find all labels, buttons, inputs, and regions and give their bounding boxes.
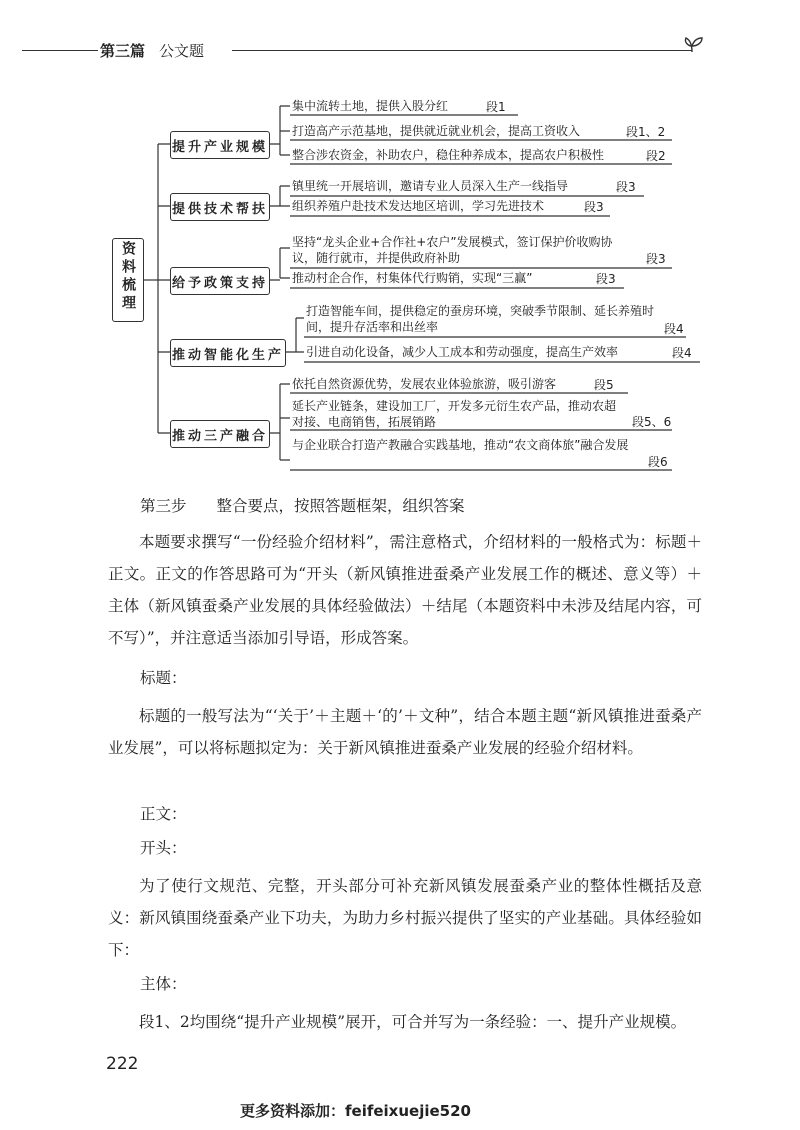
paragraph-title: 标题的一般写法为“‘关于’＋主题＋‘的’＋文种”，结合本题主题“新风镇推进蚕桑产业发展”，可以将标题拟定为：关于新风镇推进蚕桑产业发展的经验介绍材料。 (108, 707, 702, 757)
paragraph-subject: 段1、2均围绕“提升产业规模”展开，可合并写为一条经验：一、提升产业规模。 (139, 1013, 687, 1031)
label-opening: 开头： (140, 839, 187, 857)
step-label: 第三步 (140, 497, 187, 515)
mindmap-root-label: 资料梳理 (120, 241, 136, 313)
branch-label: 提升产业规模 (171, 139, 268, 155)
mindmap-item-seg: 段3 (596, 272, 616, 286)
mindmap-item: 坚持“龙头企业+合作社+农户”发展模式，签订保护价收购协议，随行就市，并提供政府补助 (292, 235, 613, 265)
mindmap-item-seg: 段5 (594, 378, 614, 392)
mindmap-item: 打造高产示范基地，提供就近就业机会，提高工资收入 (292, 124, 581, 138)
footer-note: 更多资料添加：feifeixuejie520 (240, 1102, 471, 1120)
mindmap-item-seg: 段3 (646, 252, 666, 266)
mindmap-item: 引进自动化设备，减少人工成本和劳动强度，提高生产效率 (306, 345, 619, 359)
mindmap-item: 推动村企合作，村集体代行购销，实现“三赢” (292, 271, 533, 285)
branch-box-smart-production (170, 339, 286, 367)
mindmap-item-seg: 段2 (646, 149, 666, 163)
label-main-text: 正文： (140, 805, 187, 823)
mindmap-root (112, 238, 144, 322)
mindmap-item-seg: 段6 (648, 455, 668, 469)
label-subject: 主体： (140, 975, 187, 993)
mindmap-item: 镇里统一开展培训，邀请专业人员深入生产一线指导 (292, 179, 569, 193)
branch-box-policy-support (170, 267, 270, 295)
mindmap-item-seg: 段4 (664, 322, 684, 336)
mindmap-item-seg: 段4 (672, 346, 692, 360)
branch-label: 给予政策支持 (171, 275, 268, 291)
page-number: 222 (106, 1054, 139, 1074)
branch-label: 推动三产融合 (171, 428, 268, 444)
label-title: 标题： (140, 669, 187, 687)
mindmap-item: 与企业联合打造产教融合实践基地，推动“农文商体旅”融合发展 (292, 438, 629, 452)
step-title: 整合要点，按照答题框架，组织答案 (216, 497, 465, 515)
branch-label: 提供技术帮扶 (171, 201, 268, 217)
branch-box-tech-support (170, 193, 270, 221)
header-part: 第三篇 (100, 42, 146, 60)
step-heading (140, 494, 465, 516)
branch-label: 推动智能化生产 (171, 347, 284, 363)
mindmap-item-seg: 段3 (584, 200, 604, 214)
branch-box-industry-fusion (170, 420, 270, 448)
paragraph-opening: 为了使行文规范、完整，开头部分可补充新风镇发展蚕桑产业的整体性概括及意义：新风镇围绕蚕桑产业下功夫，为助力乡村振兴提供了坚实的产业基础。具体经验如下： (108, 877, 702, 959)
paragraph-format: 本题要求撰写“一份经验介绍材料”，需注意格式，介绍材料的一般格式为：标题＋正文。正文的作答思路可为“开头（新风镇推进蚕桑产业发展工作的概述、意义等）＋主体（新风镇蚕桑产业发展的具体经验做法）＋结尾（本题资料中未涉及结尾内容，可不写）”，并注意适当添加引导语，形成答案。 (108, 533, 702, 647)
mindmap-item: 延长产业链条，建设加工厂，开发多元衍生农产品，推动农超对接、电商销售，拓展销路 (292, 399, 617, 429)
mindmap-item: 集中流转土地，提供入股分红 (292, 99, 449, 113)
mindmap-item-seg: 段1、2 (626, 125, 666, 139)
branch-box-industry-scale (170, 131, 270, 159)
mindmap-item: 依托自然资源优势，发展农业体验旅游，吸引游客 (292, 377, 557, 391)
mindmap-item-seg: 段5、6 (632, 415, 672, 429)
mindmap-item-seg: 段1 (486, 100, 506, 114)
mindmap-item: 整合涉农资金，补助农户，稳住种养成本，提高农户积极性 (292, 148, 605, 162)
mindmap-item: 组织养殖户赴技术发达地区培训，学习先进技术 (292, 199, 545, 213)
mindmap-item-seg: 段3 (616, 180, 636, 194)
mindmap-item: 打造智能车间，提供稳定的蚕房环境，突破季节限制、延长养殖时间，提升存活率和出丝率 (306, 304, 655, 334)
header-section: 公文题 (159, 42, 205, 60)
